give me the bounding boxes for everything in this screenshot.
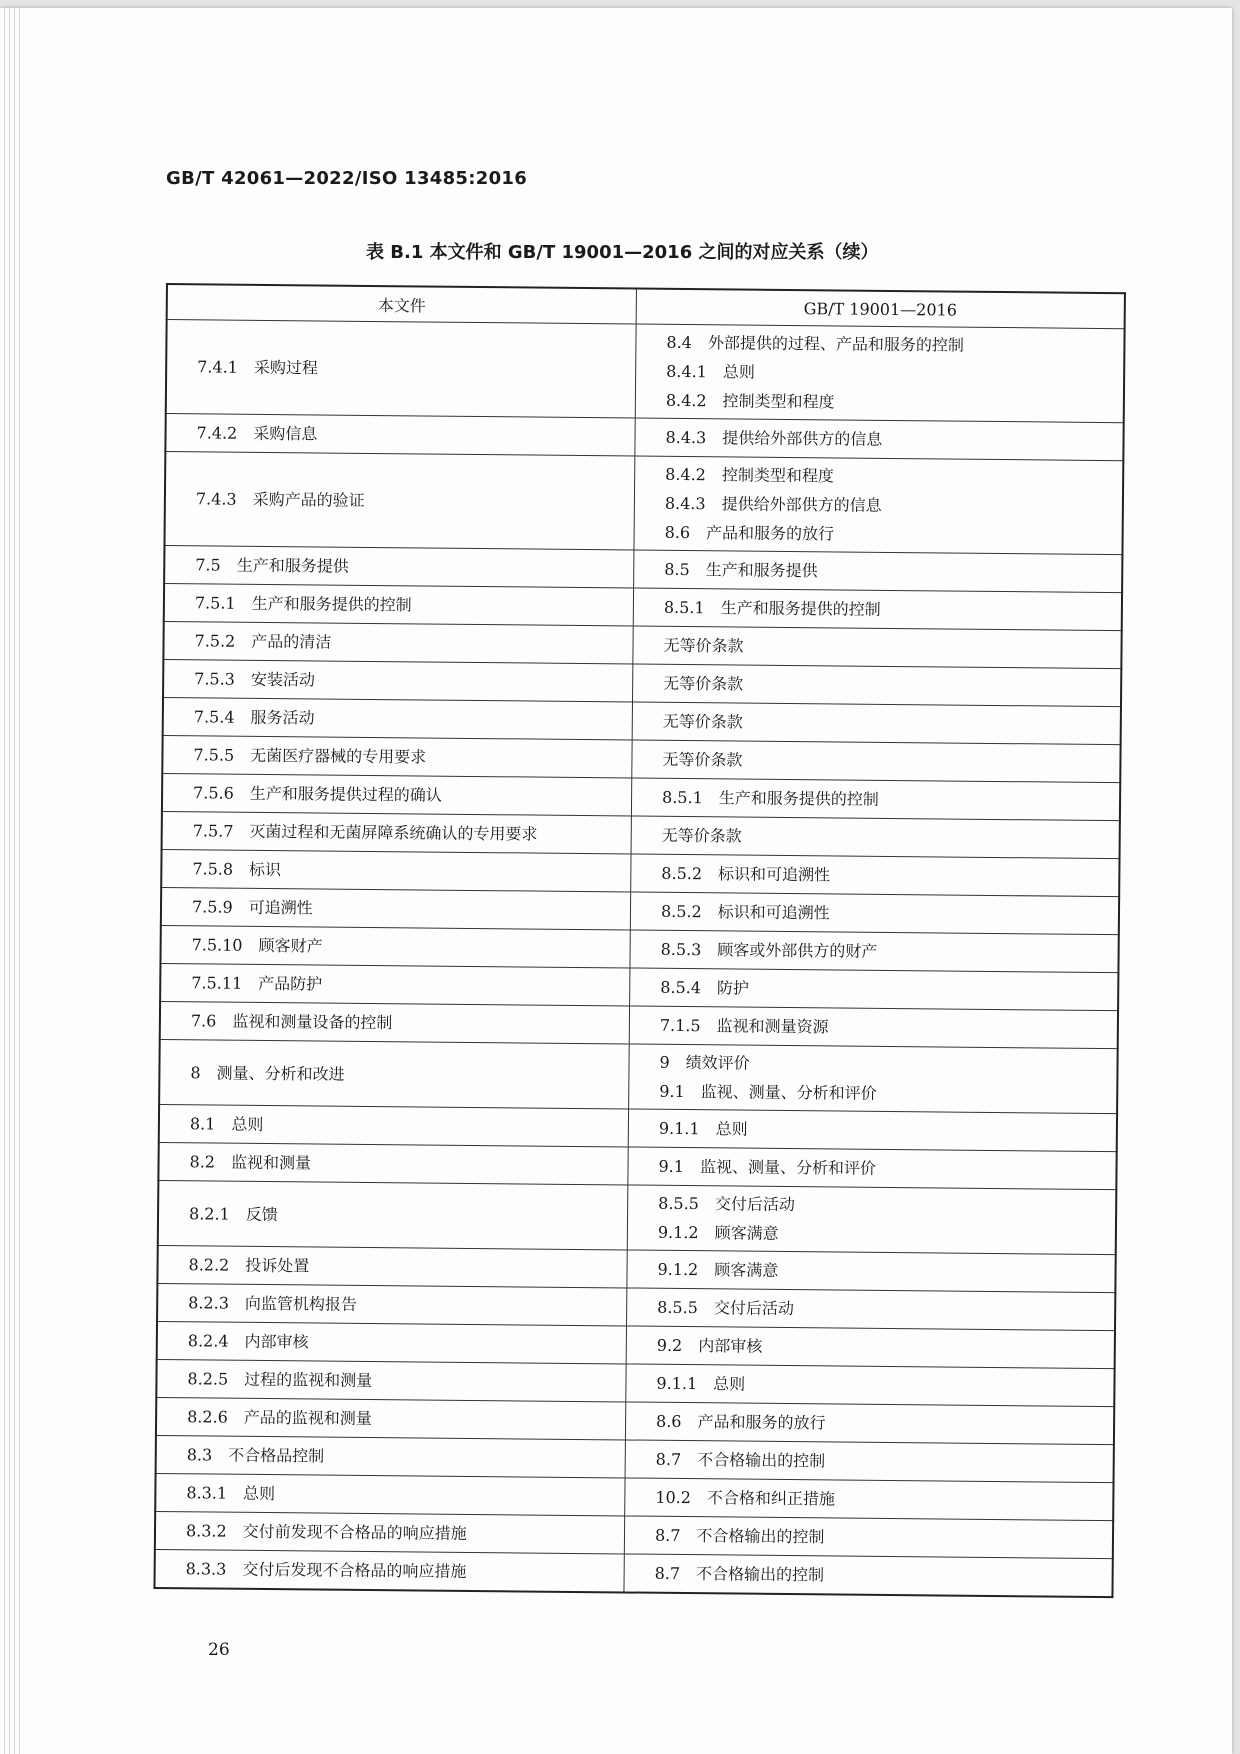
clause-cell-this-document [154, 1549, 624, 1592]
clause-entry [659, 1077, 1104, 1110]
clause-title: 交付后活动 [713, 1298, 795, 1319]
clause-title: 交付后发现不合格品的响应措施 [242, 1559, 467, 1581]
standard-code: GB/T 42061—2022/ISO 13485:2016 [166, 168, 528, 189]
clause-entry [187, 1364, 613, 1397]
clause-number: 8.3.1 [186, 1483, 228, 1503]
clause-entry [656, 1445, 1101, 1478]
clause-entry [186, 1516, 612, 1549]
clause-cell-this-document [156, 1359, 626, 1402]
clause-cell-this-document [163, 697, 633, 740]
clause-entry [655, 1521, 1100, 1554]
clause-cell-gbt-19001 [633, 588, 1122, 631]
clause-number: 7.5.10 [191, 935, 243, 955]
clause-title: 总则 [722, 362, 755, 382]
clause-title: 采购信息 [253, 423, 318, 444]
clause-cell-this-document [157, 1321, 627, 1364]
clause-entry [196, 484, 622, 517]
clause-entry [664, 518, 1109, 551]
clause-title: 提供给外部供方的信息 [721, 494, 882, 515]
clause-cell-gbt-19001 [630, 892, 1119, 935]
table-row [166, 320, 1125, 423]
clause-title: 产品的清洁 [251, 631, 332, 652]
clause-entry [663, 669, 1108, 702]
clause-title: 顾客财产 [258, 935, 323, 956]
clause-number: 7.5.11 [191, 973, 243, 993]
clause-title: 顾客或外部供方的财产 [717, 940, 878, 961]
clause-title: 生产和服务提供过程的确认 [249, 783, 442, 805]
clause-number: 9 [659, 1052, 670, 1072]
clause-entry [187, 1402, 613, 1435]
clause-number: 8.2 [189, 1152, 216, 1172]
clause-entry [661, 897, 1106, 930]
clause-number: 8.7 [654, 1525, 681, 1545]
clause-cell-gbt-19001 [635, 418, 1124, 461]
clause-cell-gbt-19001 [630, 930, 1119, 973]
clause-cell-this-document [160, 963, 630, 1006]
clause-cell-gbt-19001 [624, 1554, 1113, 1597]
clause-title: 标识 [249, 859, 282, 880]
clause-cell-this-document [156, 1435, 626, 1478]
clause-title: 反馈 [245, 1204, 278, 1224]
clause-title: 采购过程 [253, 357, 319, 378]
clause-entry [187, 1440, 613, 1473]
clause-entry [186, 1478, 612, 1511]
clause-title: 生产和服务提供 [236, 555, 349, 576]
clause-entry [660, 973, 1105, 1006]
clause-title: 不合格输出的控制 [697, 1450, 826, 1471]
clause-title: 提供给外部供方的信息 [722, 428, 883, 449]
clause-number: 9.1.2 [657, 1259, 699, 1280]
clause-entry [194, 664, 620, 697]
clause-number: 8.2.6 [187, 1407, 228, 1427]
clause-cell-gbt-19001 [632, 702, 1121, 745]
clause-number: 7.5.9 [191, 897, 233, 917]
clause-cell-this-document [155, 1473, 625, 1516]
clause-cell-gbt-19001 [631, 854, 1120, 897]
clause-cell-this-document [163, 659, 633, 702]
clause-cell-gbt-19001 [629, 1006, 1118, 1049]
clause-entry [664, 593, 1109, 626]
clause-title: 不合格输出的控制 [696, 1526, 825, 1547]
clause-number: 8.5.1 [663, 597, 705, 618]
clause-entry [195, 588, 621, 621]
table-title: 表 B.1 本文件和 GB/T 19001—2016 之间的对应关系（续） [366, 242, 879, 263]
clause-cell-gbt-19001 [634, 456, 1123, 555]
clause-cell-this-document [158, 1142, 628, 1185]
clause-title: 无等价条款 [662, 749, 743, 770]
clause-entry [192, 892, 618, 925]
clause-cell-gbt-19001 [635, 324, 1124, 423]
clause-title: 测量、分析和改进 [216, 1063, 345, 1084]
clause-number: 9.2 [656, 1335, 683, 1356]
clause-entry [659, 1114, 1104, 1147]
clause-cell-gbt-19001 [625, 1478, 1114, 1521]
clause-number: 8.2.1 [188, 1203, 230, 1224]
clause-title: 生产和服务提供的控制 [720, 598, 881, 619]
clause-entry [658, 1218, 1103, 1251]
clause-title: 内部审核 [698, 1336, 763, 1356]
clause-title: 总则 [715, 1119, 748, 1139]
document-page [0, 8, 1232, 1754]
clause-cell-this-document [161, 849, 631, 892]
clause-number: 7.5.8 [192, 859, 234, 879]
clause-entry [189, 1147, 615, 1180]
clause-entry [197, 352, 623, 385]
clause-entry [195, 550, 621, 583]
clause-number: 8.2.4 [187, 1331, 229, 1351]
clause-title: 总则 [243, 1483, 276, 1504]
clause-cell-this-document [162, 811, 632, 854]
clause-number: 8.5.2 [660, 901, 702, 922]
clause-number: 8.4 [666, 332, 692, 353]
clause-number: 9.1 [658, 1156, 685, 1177]
clause-cell-gbt-19001 [633, 626, 1122, 669]
clause-entry [193, 816, 619, 849]
clause-title: 灭菌过程和无菌屏障系统确认的专用要求 [249, 821, 538, 844]
clause-entry [657, 1293, 1102, 1326]
table-container [153, 283, 1125, 1598]
clause-number: 8.4.2 [665, 390, 707, 411]
clause-title: 监视和测量 [230, 1152, 312, 1173]
clause-title: 服务活动 [250, 707, 315, 728]
clause-number: 7.5.2 [194, 631, 236, 651]
clause-number: 7.4.3 [195, 489, 237, 509]
clause-number: 7.5.6 [193, 783, 234, 803]
clause-entry [658, 1189, 1103, 1222]
clause-cell-gbt-19001 [627, 1288, 1116, 1331]
clause-title: 监视和测量资源 [716, 1016, 829, 1037]
clause-number: 7.5.5 [193, 745, 235, 765]
clause-entry [666, 386, 1111, 419]
clause-number: 10.2 [655, 1487, 692, 1508]
clause-number: 8.4.1 [666, 361, 707, 382]
clause-title: 顾客满意 [714, 1260, 779, 1280]
clause-number: 8 [190, 1062, 201, 1082]
clause-title: 过程的监视和测量 [244, 1369, 373, 1391]
clause-entry [665, 460, 1110, 493]
column-header-gbt-19001: GB/T 19001—2016 [636, 289, 1125, 329]
clause-cell-gbt-19001 [631, 778, 1120, 821]
clause-entry [190, 1058, 616, 1091]
clause-number: 8.5.2 [661, 863, 703, 884]
clause-number: 8.7 [655, 1449, 682, 1469]
clause-title: 可追溯性 [248, 897, 313, 918]
clause-entry [192, 854, 618, 887]
clause-entry [657, 1255, 1102, 1288]
clause-number: 8.2.2 [188, 1255, 230, 1275]
clause-cell-this-document [157, 1283, 627, 1326]
clause-title: 无等价条款 [663, 673, 744, 694]
clause-title: 监视和测量设备的控制 [232, 1011, 393, 1033]
clause-title: 标识和可追溯性 [717, 864, 831, 885]
clause-entry [662, 821, 1107, 854]
clause-entry [193, 740, 619, 773]
clause-cell-gbt-19001 [628, 1147, 1117, 1190]
clause-number: 8.3.3 [185, 1559, 227, 1579]
page-stack-edge [0, 8, 24, 1754]
clause-entry [655, 1483, 1100, 1516]
clause-cell-gbt-19001 [634, 550, 1123, 593]
clause-title: 内部审核 [244, 1331, 309, 1352]
clause-title: 交付后活动 [714, 1194, 796, 1215]
clause-cell-gbt-19001 [630, 968, 1119, 1011]
clause-entry [194, 626, 620, 659]
clause-entry [666, 328, 1111, 361]
clause-number: 8.4.3 [665, 427, 707, 448]
clause-title: 监视、测量、分析和评价 [700, 1082, 877, 1103]
clause-cell-this-document [162, 735, 632, 778]
clause-number: 8.5.5 [658, 1193, 699, 1214]
clause-number: 8.1 [189, 1114, 216, 1134]
clause-entry [656, 1369, 1101, 1402]
clause-number: 8.4.2 [665, 464, 706, 485]
clause-number: 8.5.5 [657, 1297, 698, 1318]
clause-number: 8.6 [656, 1411, 682, 1432]
clause-entry [186, 1554, 612, 1587]
clause-cell-this-document [160, 925, 630, 968]
clause-entry [188, 1326, 614, 1359]
clause-entry [660, 935, 1105, 968]
clause-cell-gbt-19001 [632, 664, 1121, 707]
column-header-this-document: 本文件 [167, 284, 637, 324]
clause-cell-gbt-19001 [628, 1109, 1117, 1152]
clause-title: 顾客满意 [714, 1223, 779, 1243]
clause-title: 无等价条款 [663, 635, 744, 656]
clause-title: 产品和服务的放行 [705, 523, 835, 544]
clause-entry [191, 968, 617, 1001]
clause-entry [664, 555, 1109, 588]
clause-cell-gbt-19001 [624, 1516, 1113, 1559]
clause-title: 控制类型和程度 [722, 391, 835, 412]
clause-cell-gbt-19001 [631, 816, 1120, 859]
clause-entry [191, 1006, 617, 1039]
clause-cell-this-document [164, 452, 634, 551]
clause-number: 8.5.4 [660, 977, 702, 998]
clause-entry [658, 1152, 1103, 1185]
clause-title: 投诉处置 [245, 1255, 310, 1276]
clause-title: 安装活动 [250, 669, 316, 690]
clause-title: 无等价条款 [661, 825, 742, 846]
clause-entry [193, 778, 619, 811]
clause-cell-this-document [164, 583, 634, 626]
clause-cell-gbt-19001 [625, 1402, 1114, 1445]
table-row [164, 452, 1123, 555]
clause-number: 7.5.7 [192, 821, 234, 841]
clause-entry [662, 745, 1107, 778]
clause-number: 9.1.1 [656, 1373, 698, 1394]
clause-cell-this-document [162, 773, 632, 816]
clause-cell-this-document [165, 414, 635, 457]
clause-number: 7.5.3 [194, 669, 236, 689]
clause-title: 生产和服务提供 [705, 560, 818, 581]
clause-entry [194, 702, 620, 735]
clause-entry [189, 1199, 615, 1232]
clause-entry [188, 1250, 614, 1283]
clause-title: 生产和服务提供的控制 [251, 593, 412, 615]
clause-title: 绩效评价 [685, 1053, 750, 1073]
clause-entry [656, 1407, 1101, 1440]
clause-title: 无等价条款 [662, 711, 743, 732]
clause-number: 9.1.1 [658, 1118, 700, 1139]
correspondence-table [153, 283, 1125, 1598]
clause-entry [657, 1331, 1102, 1364]
table-body [154, 320, 1124, 1598]
clause-cell-this-document [159, 1039, 629, 1109]
clause-number: 8.5 [664, 559, 690, 580]
clause-cell-gbt-19001 [626, 1326, 1115, 1369]
clause-number: 7.5.4 [193, 707, 235, 727]
clause-cell-this-document [155, 1511, 625, 1554]
clause-entry [663, 707, 1108, 740]
clause-cell-this-document [163, 621, 633, 664]
page-number: 26 [208, 1640, 230, 1660]
clause-cell-gbt-19001 [625, 1440, 1114, 1483]
clause-entry [665, 423, 1110, 456]
clause-title: 向监管机构报告 [244, 1293, 358, 1314]
clause-number: 8.3.2 [185, 1521, 227, 1541]
table-row [159, 1039, 1118, 1113]
clause-entry [190, 1109, 616, 1142]
clause-entry [654, 1559, 1099, 1592]
clause-number: 8.6 [664, 522, 691, 543]
clause-number: 9.1.2 [657, 1222, 699, 1243]
clause-number: 8.5.3 [660, 939, 702, 960]
clause-number: 7.4.2 [196, 423, 238, 443]
clause-entry [660, 1011, 1105, 1044]
clause-number: 7.1.5 [659, 1015, 701, 1036]
clause-entry [663, 631, 1108, 664]
clause-cell-this-document [164, 545, 634, 588]
clause-cell-this-document [158, 1180, 628, 1250]
clause-title: 监视、测量、分析和评价 [699, 1157, 877, 1178]
clause-number: 8.2.5 [187, 1369, 229, 1389]
clause-number: 7.4.1 [197, 357, 239, 377]
clause-entry [659, 1048, 1104, 1081]
clause-cell-this-document [166, 320, 636, 419]
clause-cell-this-document [161, 887, 631, 930]
clause-title: 不合格输出的控制 [695, 1564, 825, 1585]
table-row [154, 1549, 1112, 1597]
clause-title: 防护 [716, 978, 750, 998]
table-row [158, 1180, 1117, 1254]
clause-title: 外部提供的过程、产品和服务的控制 [707, 333, 964, 355]
clause-number: 7.6 [190, 1011, 217, 1031]
clause-number: 8.3 [186, 1445, 213, 1465]
clause-entry [196, 418, 622, 451]
clause-cell-this-document [160, 1001, 630, 1044]
clause-number: 8.4.3 [664, 493, 706, 514]
clause-cell-this-document [159, 1104, 629, 1147]
clause-title: 无菌医疗器械的专用要求 [250, 745, 427, 767]
clause-number: 7.5 [195, 555, 221, 575]
clause-title: 产品防护 [258, 973, 323, 994]
clause-title: 采购产品的验证 [252, 489, 365, 510]
clause-title: 不合格和纠正措施 [706, 1488, 836, 1509]
clause-number: 8.5.1 [661, 787, 703, 808]
clause-cell-gbt-19001 [627, 1250, 1116, 1293]
clause-entry [666, 357, 1111, 390]
clause-title: 控制类型和程度 [721, 465, 835, 486]
clause-cell-gbt-19001 [629, 1044, 1118, 1114]
clause-cell-gbt-19001 [632, 740, 1121, 783]
clause-cell-this-document [156, 1397, 626, 1440]
clause-title: 不合格品控制 [228, 1445, 325, 1466]
clause-title: 交付前发现不合格品的响应措施 [242, 1521, 467, 1543]
clause-title: 总则 [713, 1374, 746, 1394]
clause-number: 8.7 [654, 1563, 681, 1583]
clause-cell-this-document [157, 1245, 627, 1288]
clause-cell-gbt-19001 [627, 1185, 1116, 1255]
clause-entry [192, 930, 618, 963]
clause-title: 产品和服务的放行 [697, 1412, 826, 1433]
clause-cell-gbt-19001 [626, 1364, 1115, 1407]
clause-number: 7.5.1 [194, 593, 236, 613]
clause-number: 8.2.3 [188, 1293, 230, 1313]
clause-title: 总则 [231, 1114, 264, 1134]
clause-title: 标识和可追溯性 [717, 902, 830, 923]
clause-number: 9.1 [659, 1081, 685, 1102]
clause-title: 产品的监视和测量 [243, 1407, 372, 1429]
clause-entry [665, 489, 1110, 522]
clause-title: 生产和服务提供的控制 [718, 788, 879, 809]
clause-entry [662, 783, 1107, 816]
clause-entry [188, 1288, 614, 1321]
clause-entry [661, 859, 1106, 892]
